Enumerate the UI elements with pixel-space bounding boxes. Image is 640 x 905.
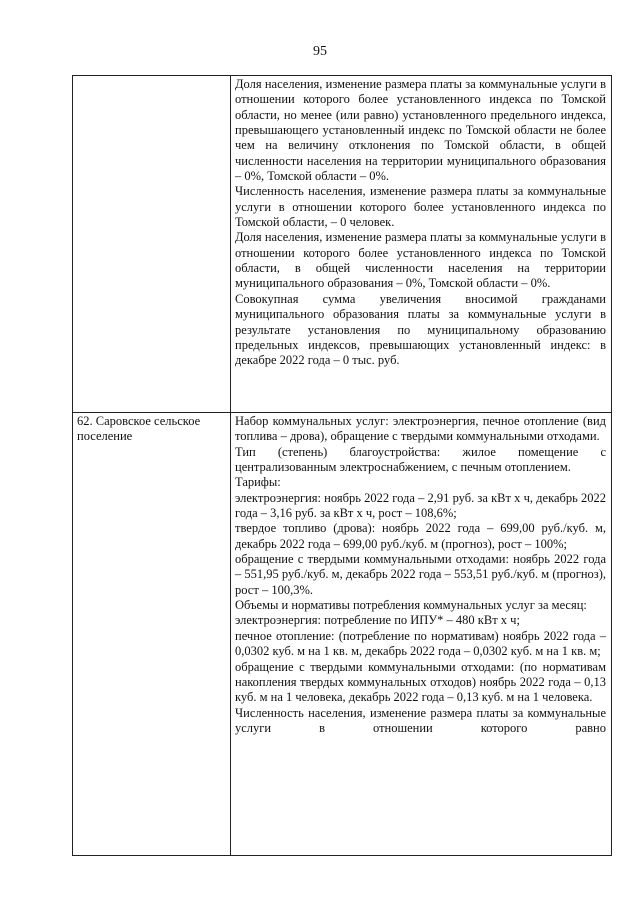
- table-row: [73, 76, 612, 413]
- paragraph: Численность населения, изменение размера платы за коммунальные услуги в отношении которого равно: [235, 705, 606, 735]
- paragraph: электроэнергия: потребление по ИПУ* – 480 кВт х ч;: [235, 613, 520, 628]
- municipality-table: [72, 75, 612, 856]
- paragraph: Доля населения, изменение размера платы за коммунальные услуги в отношении которого более установленного индекса по Томской области, в общей численности населения на территории муниципального образования – 0%, Томской области – 0%.: [235, 230, 606, 291]
- table-row: [73, 413, 612, 856]
- paragraph: твердое топливо (дрова): ноябрь 2022 года – 699,00 руб./куб. м, декабрь 2022 года – 699,00 руб./куб. м (прогноз), рост – 100%;: [235, 521, 606, 551]
- paragraph: обращение с твердыми коммунальными отходами: (по нормативам накопления твердых коммунальных отходов) ноябрь 2022 года – 0,13 куб. м на 1 человека, декабрь 2022 года – 0,13 куб. м на 1 человека.: [235, 659, 606, 705]
- paragraph: печное отопление: (потребление по нормативам) ноябрь 2022 года – 0,0302 куб. м на 1 кв. м, декабрь 2022 года – 0,0302 куб. м на 1 кв. м;: [235, 628, 606, 659]
- paragraph: Доля населения, изменение размера платы за коммунальные услуги в отношении которого более установленного индекса по Томской области, но менее (или равно) установленного предельного индекса, превышающего установленный индекс по Томской области не более чем на величину отклонения по Томской области, в общей численности населения на территории муниципального образования – 0%, Томской области – 0%.: [235, 77, 606, 184]
- paragraph: обращение с твердыми коммунальными отходами: ноябрь 2022 года – 551,95 руб./куб. м, декабрь 2022 года – 553,51 руб./куб. м (прогноз), рост – 100,3%.: [235, 552, 606, 597]
- paragraph: Объемы и нормативы потребления коммунальных услуг за месяц:: [235, 598, 587, 613]
- paragraph: Набор коммунальных услуг: электроэнергия, печное отопление (вид топлива – дрова), обращение с твердыми коммунальными отходами.: [235, 414, 606, 444]
- municipality-name-cell: 62. Саровское сельское поселение: [73, 413, 231, 856]
- paragraph: Тип (степень) благоустройства: жилое помещение с централизованным электроснабжением, с печным отоплением.: [235, 444, 606, 475]
- municipality-name-cell: [73, 76, 231, 413]
- paragraph: Совокупная сумма увеличения вносимой гражданами муниципального образования платы за коммунальные услуги в результате установления по муниципальному образованию предельных индексов, превышающих установленный индекс: в декабре 2022 года – 0 тыс. руб.: [235, 291, 606, 368]
- paragraph: Численность населения, изменение размера платы за коммунальные услуги в отношении которого более установленного индекса по Томской области, – 0 человек.: [235, 184, 606, 230]
- page-number: 95: [313, 44, 327, 59]
- paragraph: Тарифы:: [235, 475, 281, 490]
- description-cell: [231, 413, 612, 856]
- description-cell: [231, 76, 612, 413]
- paragraph: электроэнергия: ноябрь 2022 года – 2,91 руб. за кВт х ч, декабрь 2022 года – 3,16 руб. за кВт х ч, рост – 108,6%;: [235, 490, 606, 521]
